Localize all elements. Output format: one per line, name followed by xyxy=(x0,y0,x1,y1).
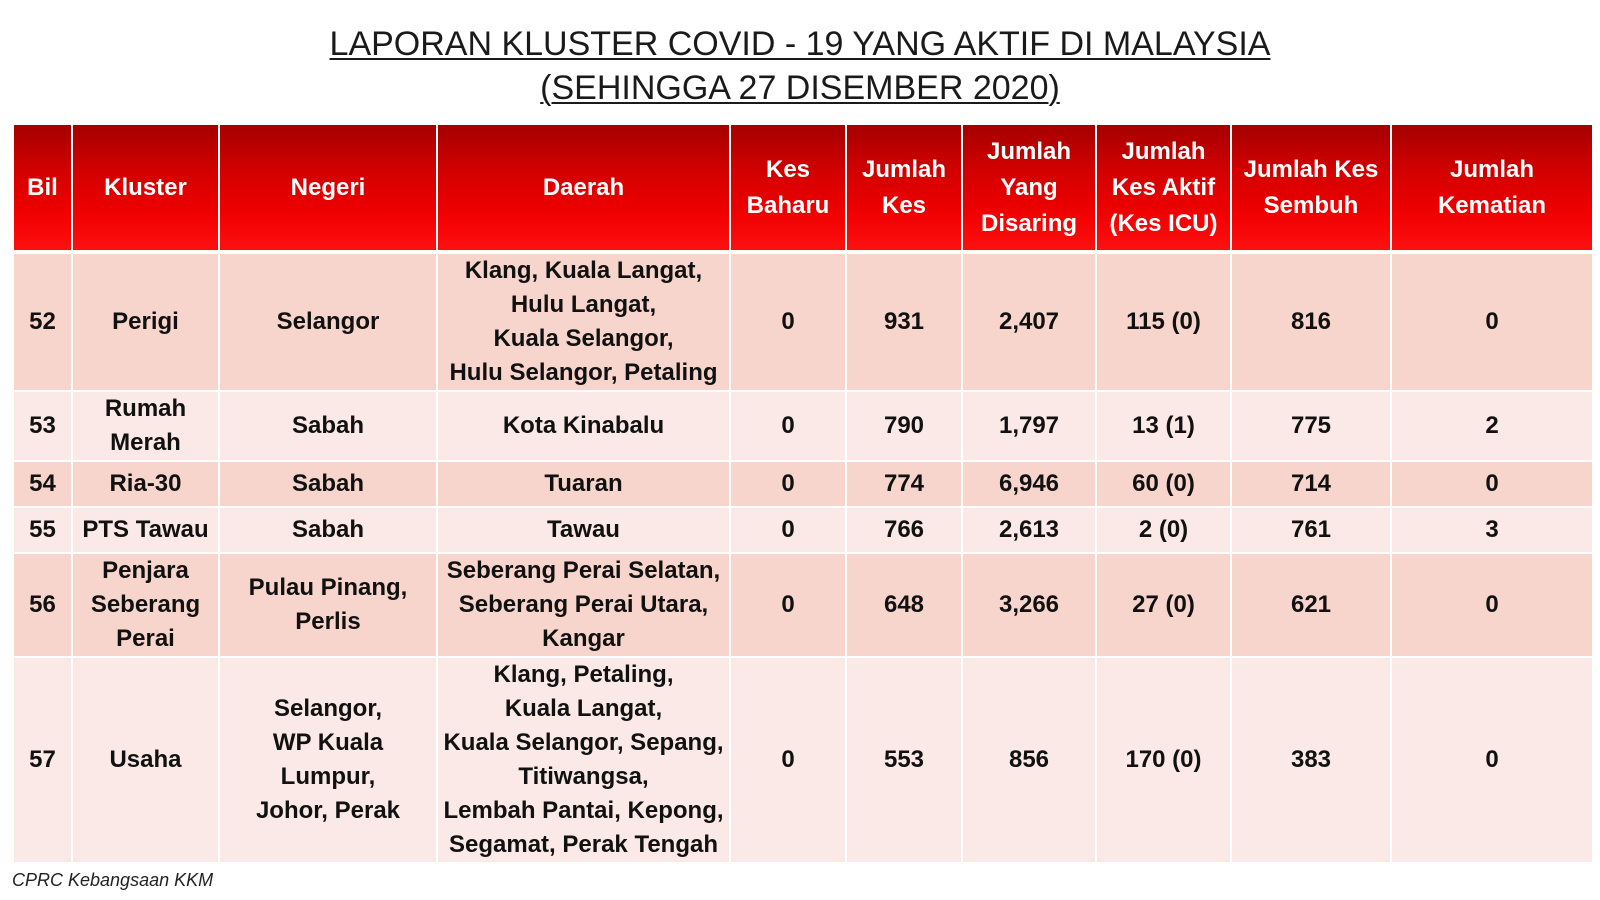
cell-jumlah-kes: 766 xyxy=(846,507,962,553)
table-row xyxy=(14,507,1592,553)
cell-jumlah-disaring: 3,266 xyxy=(962,553,1096,657)
table-row xyxy=(14,461,1592,507)
cell-negeri: Selangor, WP Kuala Lumpur, Johor, Perak xyxy=(219,657,437,863)
cell-daerah: Tawau xyxy=(437,507,730,553)
cluster-table xyxy=(14,125,1592,864)
cell-bil: 55 xyxy=(14,507,72,553)
cell-kluster: Usaha xyxy=(72,657,219,863)
header-kes-baharu: Kes Baharu xyxy=(730,125,846,252)
cell-jumlah-kes-aktif: 115 (0) xyxy=(1096,252,1231,391)
cell-kes-baharu: 0 xyxy=(730,252,846,391)
cell-jumlah-disaring: 2,407 xyxy=(962,252,1096,391)
report-title-text-1: LAPORAN KLUSTER COVID - 19 YANG AKTIF DI MALAYSIA xyxy=(329,25,1271,63)
table-row xyxy=(14,391,1592,461)
cell-kes-baharu: 0 xyxy=(730,507,846,553)
cell-kluster: Penjara Seberang Perai xyxy=(72,553,219,657)
cell-kes-baharu: 0 xyxy=(730,461,846,507)
cell-jumlah-disaring: 6,946 xyxy=(962,461,1096,507)
cell-jumlah-kes: 553 xyxy=(846,657,962,863)
cell-jumlah-disaring: 2,613 xyxy=(962,507,1096,553)
header-jumlah-disaring: Jumlah Yang Disaring xyxy=(962,125,1096,252)
cell-daerah: Klang, Petaling, Kuala Langat, Kuala Selangor, Sepang, Titiwangsa, Lembah Pantai, Kepong, Segamat, Perak Tengah xyxy=(437,657,730,863)
cell-kluster: PTS Tawau xyxy=(72,507,219,553)
cell-jumlah-kes: 790 xyxy=(846,391,962,461)
cell-jumlah-kes-sembuh: 714 xyxy=(1231,461,1391,507)
cell-jumlah-kes-aktif: 27 (0) xyxy=(1096,553,1231,657)
cell-bil: 56 xyxy=(14,553,72,657)
header-negeri: Negeri xyxy=(219,125,437,252)
cell-daerah: Tuaran xyxy=(437,461,730,507)
cell-kes-baharu: 0 xyxy=(730,391,846,461)
cell-jumlah-disaring: 1,797 xyxy=(962,391,1096,461)
cell-jumlah-kes-aktif: 13 (1) xyxy=(1096,391,1231,461)
table-header-row xyxy=(14,125,1592,252)
report-title-text-2: (SEHINGGA 27 DISEMBER 2020) xyxy=(540,69,1060,107)
report-title-line-2 xyxy=(0,66,1600,110)
cell-negeri: Selangor xyxy=(219,252,437,391)
cell-jumlah-kes-sembuh: 383 xyxy=(1231,657,1391,863)
table-row xyxy=(14,553,1592,657)
cell-jumlah-kes: 931 xyxy=(846,252,962,391)
cell-kes-baharu: 0 xyxy=(730,553,846,657)
source-note: CPRC Kebangsaan KKM xyxy=(12,870,214,890)
cell-kluster: Rumah Merah xyxy=(72,391,219,461)
cell-jumlah-kes-aktif: 2 (0) xyxy=(1096,507,1231,553)
cell-negeri: Sabah xyxy=(219,507,437,553)
cell-bil: 57 xyxy=(14,657,72,863)
cell-jumlah-kes-sembuh: 761 xyxy=(1231,507,1391,553)
header-jumlah-kes-aktif: Jumlah Kes Aktif (Kes ICU) xyxy=(1096,125,1231,252)
cell-negeri: Pulau Pinang, Perlis xyxy=(219,553,437,657)
cell-negeri: Sabah xyxy=(219,461,437,507)
table-row xyxy=(14,657,1592,863)
report-title-line-1 xyxy=(0,22,1600,66)
cell-jumlah-kes: 648 xyxy=(846,553,962,657)
cell-kluster: Ria-30 xyxy=(72,461,219,507)
cell-negeri: Sabah xyxy=(219,391,437,461)
cell-jumlah-kes-sembuh: 621 xyxy=(1231,553,1391,657)
cell-bil: 53 xyxy=(14,391,72,461)
cell-jumlah-kes-sembuh: 816 xyxy=(1231,252,1391,391)
cell-jumlah-kematian: 3 xyxy=(1391,507,1592,553)
cell-jumlah-kematian: 0 xyxy=(1391,252,1592,391)
report-title xyxy=(0,22,1600,110)
header-daerah: Daerah xyxy=(437,125,730,252)
header-jumlah-kematian: Jumlah Kematian xyxy=(1391,125,1592,252)
cell-jumlah-kes-sembuh: 775 xyxy=(1231,391,1391,461)
cell-jumlah-kematian: 0 xyxy=(1391,461,1592,507)
cell-jumlah-kematian: 2 xyxy=(1391,391,1592,461)
cell-jumlah-kematian: 0 xyxy=(1391,657,1592,863)
cell-jumlah-kes-aktif: 60 (0) xyxy=(1096,461,1231,507)
cell-jumlah-disaring: 856 xyxy=(962,657,1096,863)
cell-bil: 54 xyxy=(14,461,72,507)
cell-daerah: Klang, Kuala Langat, Hulu Langat, Kuala Selangor, Hulu Selangor, Petaling xyxy=(437,252,730,391)
cell-bil: 52 xyxy=(14,252,72,391)
header-jumlah-kes: Jumlah Kes xyxy=(846,125,962,252)
cell-jumlah-kes-aktif: 170 (0) xyxy=(1096,657,1231,863)
cell-jumlah-kematian: 0 xyxy=(1391,553,1592,657)
header-bil: Bil xyxy=(14,125,72,252)
cell-kes-baharu: 0 xyxy=(730,657,846,863)
table-row xyxy=(14,252,1592,391)
cell-kluster: Perigi xyxy=(72,252,219,391)
cell-jumlah-kes: 774 xyxy=(846,461,962,507)
cell-daerah: Kota Kinabalu xyxy=(437,391,730,461)
cell-daerah: Seberang Perai Selatan, Seberang Perai Utara, Kangar xyxy=(437,553,730,657)
header-kluster: Kluster xyxy=(72,125,219,252)
header-jumlah-kes-sembuh: Jumlah Kes Sembuh xyxy=(1231,125,1391,252)
